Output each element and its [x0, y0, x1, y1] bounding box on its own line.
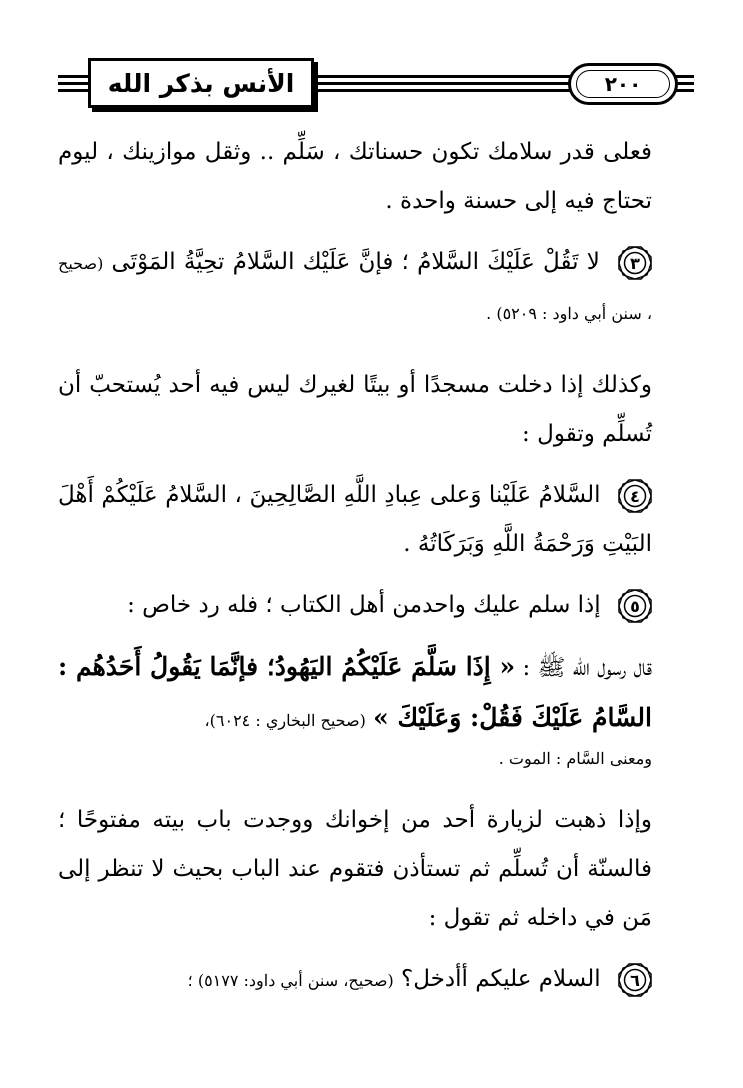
- item-text: السلام عليكم أأدخل؟: [401, 966, 601, 992]
- hadith-block: [58, 642, 652, 745]
- title-frame: [88, 58, 314, 108]
- book-title: الأنس بذكر الله: [107, 68, 295, 98]
- page-number-frame: [568, 63, 678, 105]
- hadith-note: ومعنى السَّام : الموت .: [498, 749, 652, 768]
- page-content: [58, 128, 652, 1005]
- hadith-reference: (صحيح البخاري : ٦٠٢٤)،: [204, 711, 366, 730]
- item-number: ٣: [630, 253, 640, 273]
- item-number: ٥: [630, 596, 640, 616]
- numbered-item: [58, 581, 652, 630]
- item-number-badge: [618, 246, 652, 280]
- item-number-badge: [618, 963, 652, 997]
- item-text: السَّلامُ عَلَيْنا وَعلى عِبادِ اللَّهِ الصَّالِحِينَ ، السَّلامُ عَلَيْكُمْ أَهْلَ البَيْتِ وَرَحْمَةُ اللَّهِ وَبَرَكَاتُهُ .: [58, 482, 652, 557]
- numbered-item: [58, 471, 652, 569]
- item-number-badge: [618, 479, 652, 513]
- paragraph: وكذلك إذا دخلت مسجدًا أو بيتًا لغيرك ليس فيه أحد يُستحبّ أن تُسلِّم وتقول :: [58, 372, 652, 447]
- paragraph: فعلى قدر سلامك تكون حسناتك ، سَلِّم .. وثقل موازينك ، ليوم تحتاج فيه إلى حسنة واحدة .: [58, 139, 652, 214]
- hadith-quote: « إِذَا سَلَّمَ عَلَيْكُمُ اليَهُودُ؛ فإنَّمَا يَقُولُ أَحَدُهُم : السَّامُ عَلَيْكَ فَقُلْ: وَعَلَيْكَ »: [58, 652, 652, 732]
- numbered-item: [58, 238, 652, 338]
- item-number: ٦: [630, 970, 640, 990]
- page-header: [58, 58, 694, 116]
- item-reference: (صحيح، سنن أبي داود: ٥١٧٧) ؛: [187, 971, 394, 990]
- page-number: ٢٠٠: [604, 72, 642, 96]
- item-number-badge: [618, 589, 652, 623]
- item-text: لا تَقُلْ عَلَيْكَ السَّلامُ ؛ فإنَّ عَلَيْك السَّلامُ تحِيَّةُ المَوْتَى: [111, 249, 600, 275]
- item-number: ٤: [630, 486, 640, 506]
- item-text: إذا سلم عليك واحدمن أهل الكتاب ؛ فله رد خاص :: [127, 592, 601, 618]
- item-reference: (صحيح ، سنن أبي داود : ٥٢٠٩) .: [58, 254, 652, 323]
- numbered-item: [58, 955, 652, 1005]
- paragraph: وإذا ذهبت لزيارة أحد من إخوانك ووجدت باب بيته مفتوحًا ؛ فالسنّة أن تُسلِّم ثم تستأذن فتقوم عند الباب بحيث لا تنظر إلى مَن في داخله ثم تقول :: [58, 807, 652, 931]
- hadith-intro: قال رسول الله ﷺ :: [522, 655, 652, 681]
